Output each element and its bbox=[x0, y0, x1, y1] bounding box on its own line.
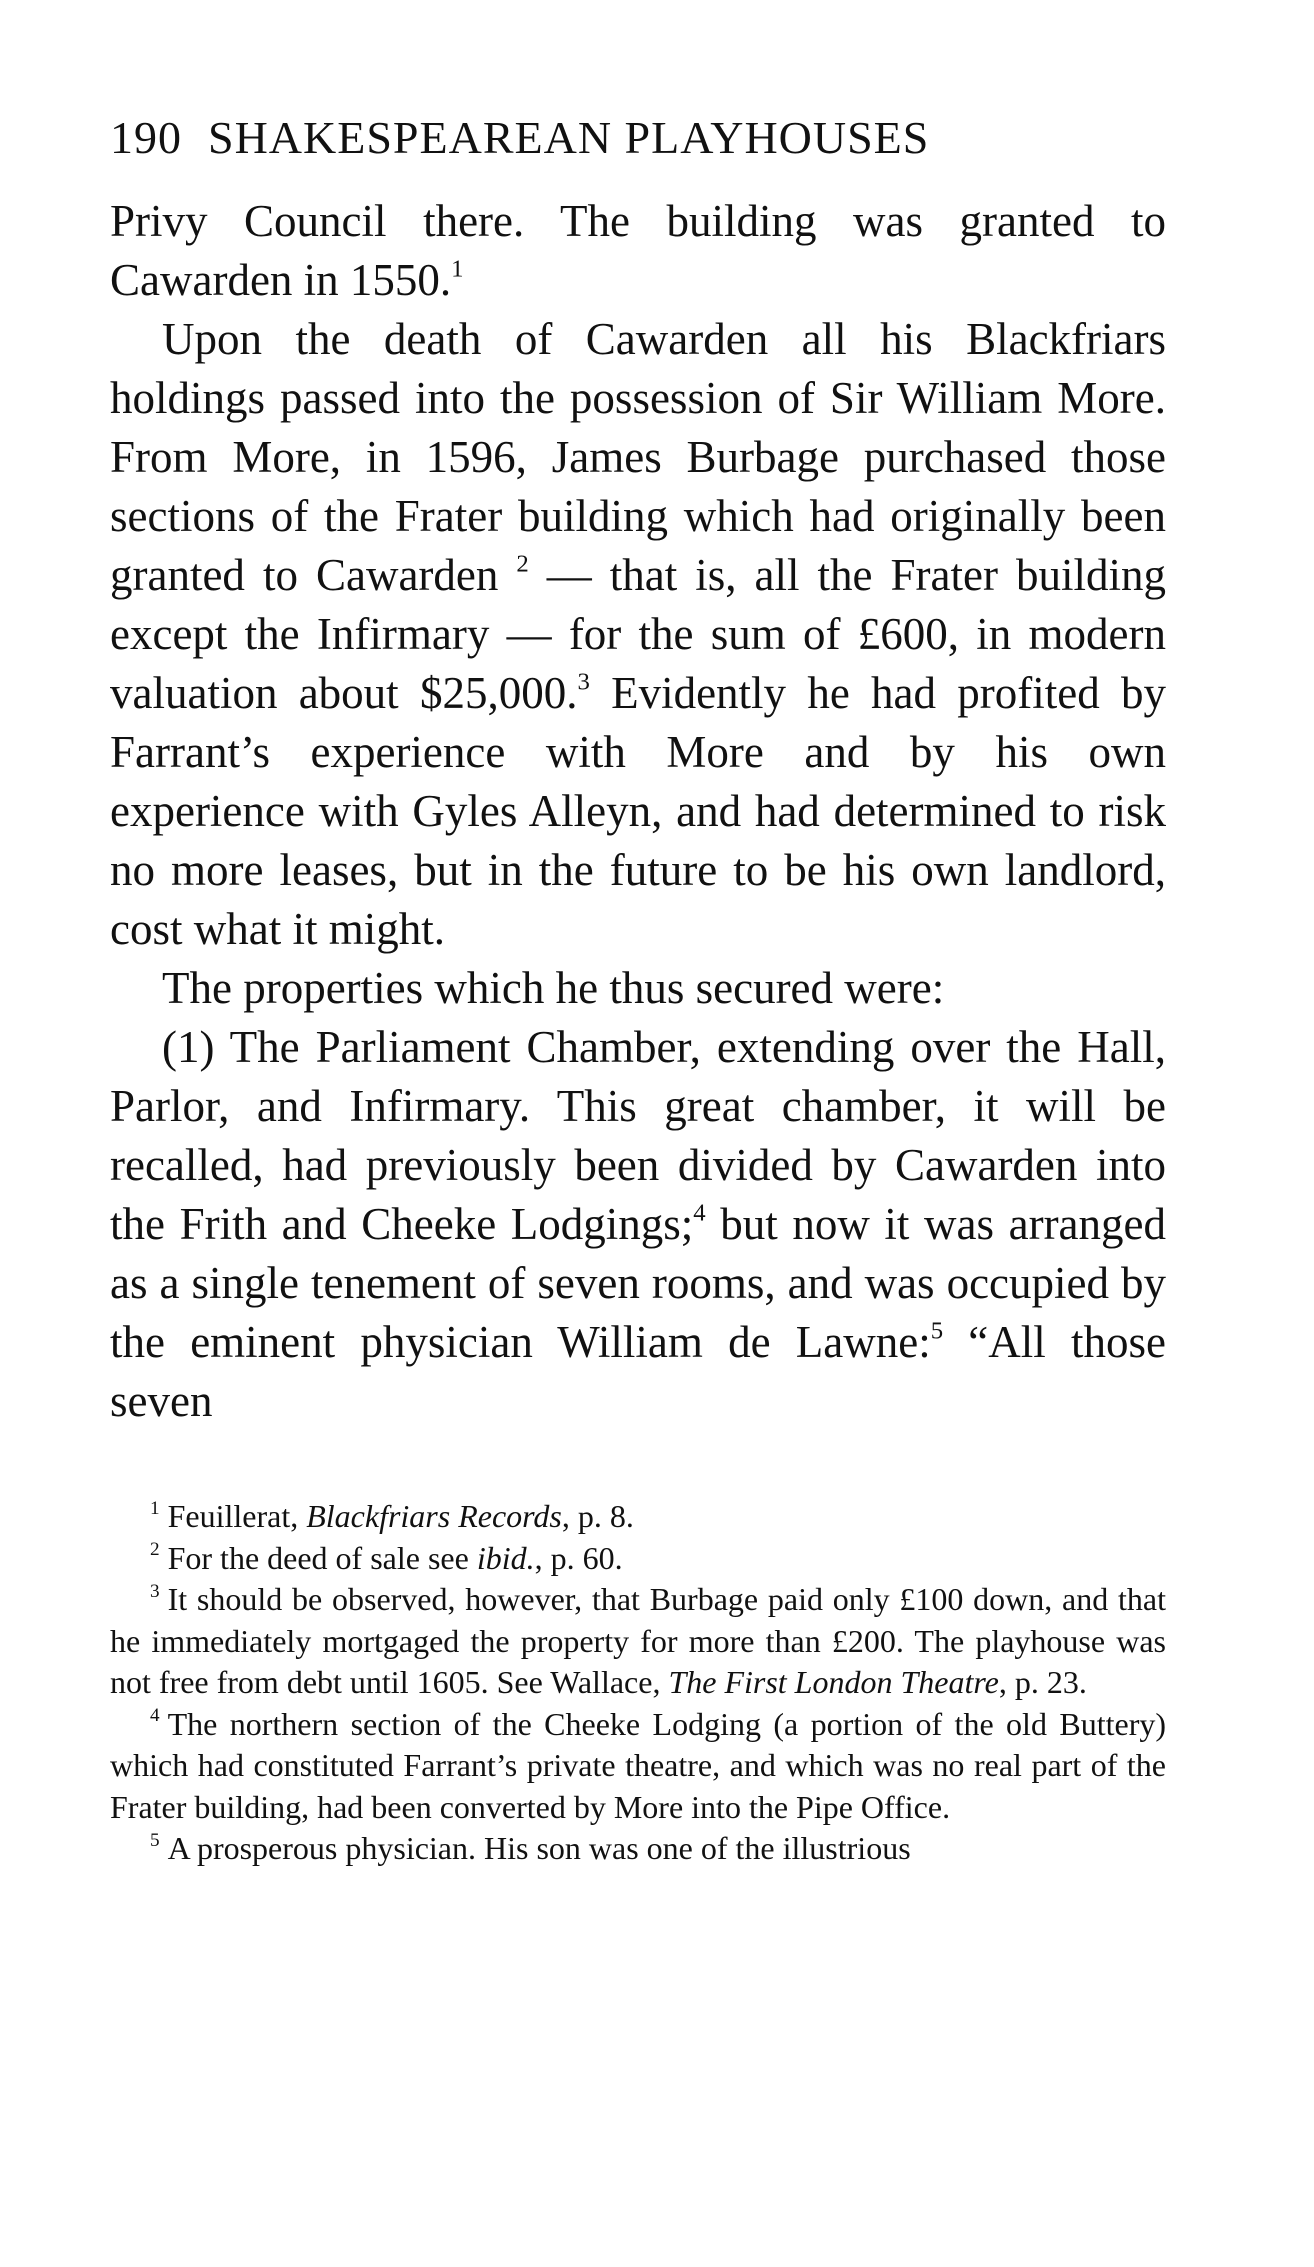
body-text bbox=[110, 192, 1166, 1431]
footnote-text: , p. 23. bbox=[998, 1664, 1087, 1700]
footnote-3 bbox=[110, 1579, 1166, 1704]
footnote-title: Blackfriars Records bbox=[306, 1498, 562, 1534]
paragraph-4 bbox=[110, 1018, 1166, 1431]
footnote-text: A prosperous physician. His son was one of the illustrious bbox=[167, 1830, 911, 1866]
running-header bbox=[110, 108, 1170, 168]
footnote-number: 4 bbox=[150, 1705, 160, 1727]
footnote-title: The First London Theatre bbox=[668, 1664, 999, 1700]
paragraph-2 bbox=[110, 310, 1166, 959]
paragraph-text: “All those seven bbox=[110, 1317, 1166, 1426]
footnote-number: 1 bbox=[150, 1497, 160, 1519]
paragraph-1 bbox=[110, 192, 1166, 310]
footnote-number: 5 bbox=[150, 1829, 160, 1851]
footnote-text: Feuillerat, bbox=[167, 1498, 307, 1534]
footnote-number: 3 bbox=[150, 1580, 160, 1602]
footnote-number: 2 bbox=[150, 1539, 160, 1561]
running-title: SHAKESPEAREAN PLAYHOUSES bbox=[208, 112, 930, 163]
footnote-title: ibid. bbox=[476, 1539, 535, 1576]
footnote-5 bbox=[110, 1828, 1166, 1870]
footnote-text: , p. 8. bbox=[561, 1498, 634, 1534]
paragraph-text: Upon the death of Cawarden all his Blackfriars holdings passed into the possession of Sir William More. From More, in 1596, James Burbage purchased those sections of the Frater building which had originally been granted to Cawarden bbox=[110, 314, 1166, 600]
footnote-text: It should be observed, however, that Burbage paid only £100 down, and that he immediately mortgaged the property for more than £200. The playhouse was not free from debt until 1605. See Wallace, bbox=[110, 1581, 1166, 1700]
footnotes bbox=[110, 1496, 1166, 1870]
paragraph-text: Privy Council there. The building was granted to Cawarden in 1550. bbox=[110, 196, 1166, 305]
footnote-ref-3: 3 bbox=[577, 668, 590, 696]
paragraph-text: but now it was arranged as a single tenement of seven rooms, and was occupied by the eminent physician William de Lawne: bbox=[110, 1199, 1166, 1367]
paragraph-text: Evidently he had profited by Farrant’s experience with More and by his own experience with Gyles Alleyn, and had determined to risk no more leases, but in the future to be his own landlord, cost what it might. bbox=[110, 668, 1166, 954]
footnote-text: For the deed of sale see bbox=[167, 1539, 477, 1576]
footnote-ref-5: 5 bbox=[930, 1317, 944, 1345]
footnote-4 bbox=[110, 1704, 1166, 1829]
paragraph-text: — that is, all the Frater building except the Infirmary — for the sum of £600, in modern valuation about $25,000. bbox=[110, 550, 1166, 718]
footnote-2 bbox=[110, 1538, 1166, 1580]
page-number: 190 bbox=[110, 112, 182, 163]
footnote-text: , p. 60. bbox=[534, 1539, 623, 1576]
paragraph-3: The properties which he thus secured were: bbox=[162, 963, 945, 1013]
footnote-ref-2: 2 bbox=[516, 550, 529, 578]
footnote-ref-4: 4 bbox=[693, 1199, 706, 1227]
footnote-ref-1: 1 bbox=[451, 255, 464, 283]
paragraph-text: (1) The Parliament Chamber, extending over the Hall, Parlor, and Infirmary. This great chamber, it will be recalled, had previously been divided by Cawarden into the Frith and Cheeke Lodgings; bbox=[110, 1022, 1166, 1249]
footnote-text: The northern section of the Cheeke Lodging (a portion of the old Buttery) which had constituted Farrant’s private theatre, and which was no real part of the Frater building, had been converted by More into the Pipe Office. bbox=[110, 1705, 1166, 1825]
footnote-1 bbox=[110, 1496, 1166, 1538]
